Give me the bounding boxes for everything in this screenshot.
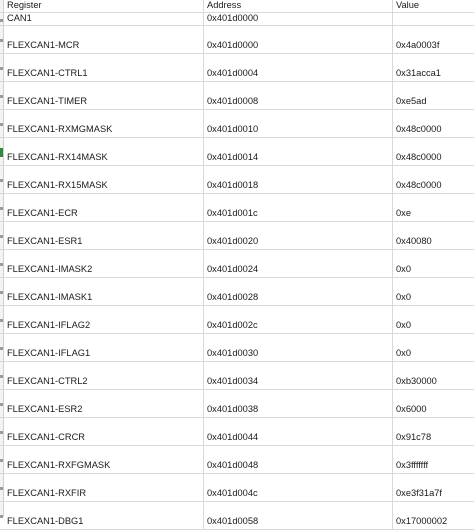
table-row: [0, 446, 474, 474]
value-cell[interactable]: 0xe3f31a7f: [396, 488, 443, 498]
table-row: [0, 390, 474, 418]
address-cell[interactable]: 0x401d0058: [204, 502, 393, 529]
value-cell[interactable]: 0x48c0000: [396, 152, 442, 162]
value-cell[interactable]: 0x0: [396, 320, 411, 330]
register-cell[interactable]: Register: [4, 0, 204, 12]
table-row: [0, 250, 474, 278]
register-cell[interactable]: FLEXCAN1-RXFIR: [4, 474, 204, 501]
register-cell[interactable]: FLEXCAN1-ESR1: [4, 222, 204, 249]
table-row: [0, 110, 474, 138]
value-cell[interactable]: [393, 13, 474, 25]
value-cell[interactable]: 0x0: [396, 264, 411, 274]
register-cell[interactable]: FLEXCAN1-IFLAG2: [4, 306, 204, 333]
register-cell[interactable]: FLEXCAN1-DBG1: [4, 502, 204, 529]
table-row: [0, 82, 474, 110]
register-cell[interactable]: CAN1: [4, 13, 204, 25]
address-cell[interactable]: 0x401d001c: [204, 194, 393, 221]
value-cell[interactable]: 0xe: [396, 208, 411, 218]
table-row: [0, 474, 474, 502]
table-row: [0, 306, 474, 334]
value-cell[interactable]: 0x0: [396, 292, 411, 302]
register-cell[interactable]: FLEXCAN1-CTRL1: [4, 54, 204, 81]
register-cell[interactable]: FLEXCAN1-CTRL2: [4, 362, 204, 389]
table-row: [0, 166, 474, 194]
address-cell[interactable]: Address: [204, 0, 393, 12]
register-cell[interactable]: FLEXCAN1-ECR: [4, 194, 204, 221]
address-cell[interactable]: 0x401d0048: [204, 446, 393, 473]
value-cell[interactable]: 0x0: [396, 348, 411, 358]
register-cell[interactable]: FLEXCAN1-IMASK2: [4, 250, 204, 277]
register-cell[interactable]: FLEXCAN1-TIMER: [4, 82, 204, 109]
value-cell[interactable]: 0x3fffffff: [396, 460, 429, 470]
address-cell[interactable]: 0x401d0020: [204, 222, 393, 249]
register-cell[interactable]: FLEXCAN1-CRCR: [4, 418, 204, 445]
address-cell[interactable]: 0x401d0010: [204, 110, 393, 137]
header-row: [0, 0, 474, 13]
address-cell[interactable]: 0x401d0004: [204, 54, 393, 81]
address-cell[interactable]: 0x401d0000: [204, 26, 393, 53]
address-cell[interactable]: 0x401d0014: [204, 138, 393, 165]
register-cell[interactable]: FLEXCAN1-RXMGMASK: [4, 110, 204, 137]
table-row: [0, 502, 474, 530]
value-cell[interactable]: 0x48c0000: [396, 124, 442, 134]
address-cell[interactable]: 0x401d0028: [204, 278, 393, 305]
table-row: [0, 194, 474, 222]
address-cell[interactable]: 0x401d0018: [204, 166, 393, 193]
table-row: [0, 222, 474, 250]
value-cell[interactable]: 0xe5ad: [396, 96, 427, 106]
register-cell[interactable]: FLEXCAN1-RX14MASK: [4, 138, 204, 165]
register-cell[interactable]: FLEXCAN1-IFLAG1: [4, 334, 204, 361]
value-cell[interactable]: 0x6000: [396, 404, 427, 414]
address-cell[interactable]: 0x401d0034: [204, 362, 393, 389]
value-cell[interactable]: Value: [396, 0, 420, 10]
value-cell[interactable]: 0xb30000: [396, 376, 437, 386]
address-cell[interactable]: 0x401d0008: [204, 82, 393, 109]
value-cell[interactable]: 0x4a0003f: [396, 40, 440, 50]
address-cell[interactable]: 0x401d0024: [204, 250, 393, 277]
table-row: [0, 13, 474, 26]
address-cell[interactable]: 0x401d0038: [204, 390, 393, 417]
register-cell[interactable]: FLEXCAN1-IMASK1: [4, 278, 204, 305]
table-row: [0, 418, 474, 446]
table-row: [0, 362, 474, 390]
table-row: [0, 278, 474, 306]
value-cell[interactable]: 0x17000002: [396, 516, 448, 526]
register-cell[interactable]: FLEXCAN1-MCR: [4, 26, 204, 53]
value-cell[interactable]: 0x31acca1: [396, 68, 441, 78]
address-cell[interactable]: 0x401d0044: [204, 418, 393, 445]
address-cell[interactable]: 0x401d0000: [204, 13, 393, 25]
register-cell[interactable]: FLEXCAN1-RX15MASK: [4, 166, 204, 193]
value-cell[interactable]: 0x48c0000: [396, 180, 442, 190]
value-cell[interactable]: 0x91c78: [396, 432, 432, 442]
table-row: [0, 54, 474, 82]
register-cell[interactable]: FLEXCAN1-RXFGMASK: [4, 446, 204, 473]
table-row: [0, 334, 474, 362]
address-cell[interactable]: 0x401d004c: [204, 474, 393, 501]
value-cell[interactable]: 0x40080: [396, 236, 432, 246]
register-cell[interactable]: FLEXCAN1-ESR2: [4, 390, 204, 417]
table-row: [0, 26, 474, 54]
table-row: [0, 138, 474, 166]
address-cell[interactable]: 0x401d002c: [204, 306, 393, 333]
address-cell[interactable]: 0x401d0030: [204, 334, 393, 361]
